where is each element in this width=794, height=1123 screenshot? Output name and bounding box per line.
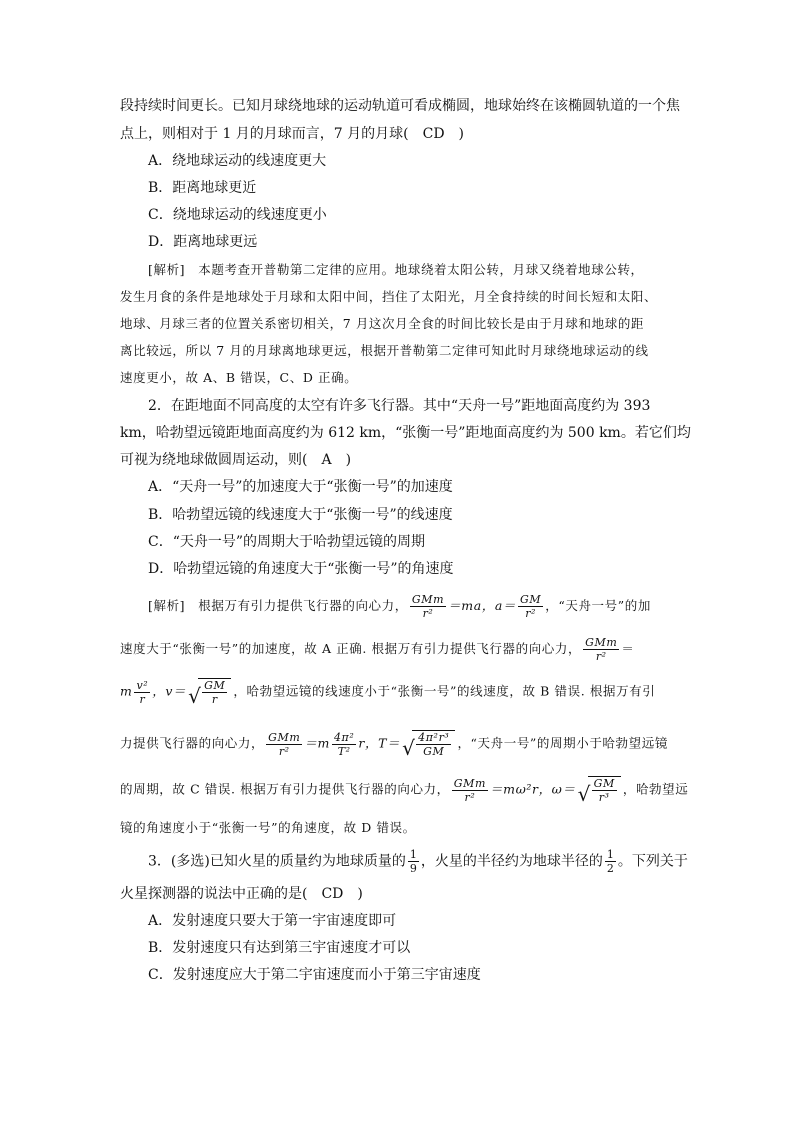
sqrt-gm-r3: √ $\frac{GM}{\text{r³}}$ (578, 776, 621, 804)
q2-analysis-line6: 镜的角速度小于“张衡一号”的角速度，故 D 错误。 (120, 820, 416, 835)
q1-analysis-line5: 速度更小，故 A、B 错误，C、D 正确。 (120, 370, 358, 385)
q2-analysis-line2: 速度大于“张衡一号”的加速度，故 A 正确. 根据万有引力提供飞行器的向心力， $\frac{\text{GMm}}{\text{r²}}$ ＝ (120, 636, 635, 663)
fraction-gmm-r2: $\frac{\text{GMm}}{\text{r²}}$ (268, 730, 301, 758)
fraction-gmm-r2: $\frac{\text{GMm}}{\text{r²}}$ (453, 776, 487, 804)
q1-option-d: D．距离地球更远 (148, 234, 258, 250)
fraction-gm-r2: $\frac{GM}{\text{r²}}$ (520, 593, 542, 620)
q3-stem-line1: 3．(多选)已知火星的质量约为地球质量的 $\frac{1}{9}$ ，火星的半径约为地球半径的 $\frac{1}{2}$ 。下列关于 (148, 848, 688, 875)
q1-option-c: C．绕地球运动的线速度更小 (148, 207, 327, 223)
fraction-4pi2-t2: $\frac{\text{4π²}}{\text{T²}}$ (333, 730, 355, 758)
q1-stem-line2: 点上，则相对于 1 月的月球而言，7 月的月球( CD ) (120, 126, 465, 142)
q2-analysis-line3: m $\frac{\text{v²}}{r}$ ，v＝ √ $\frac{GM}{r}$ ，哈勃望远镜的线速度小于“张衡一号”的线速度，故 B 错误. 根据万有引 (120, 678, 656, 708)
q2-option-c: C．“天舟一号”的周期大于哈勃望远镜的周期 (148, 534, 426, 550)
q2-option-d: D．哈勃望远镜的角速度大于“张衡一号”的角速度 (148, 561, 454, 577)
q2-analysis-line4: 力提供飞行器的向心力， $\frac{\text{GMm}}{\text{r²}}$ ＝m $\frac{\text{4π²}}{\text{T²}}$ r，T＝ √ $\frac{\text{4π²r³}}{GM}$ ，“天舟一号”的周期小于哈勃望远镜 (120, 730, 668, 760)
q1-option-a: A．绕地球运动的线速度更大 (148, 153, 327, 169)
fraction-v2-r: $\frac{\text{v²}}{r}$ (136, 678, 149, 706)
q3-option-c: C．发射速度应大于第二宇宙速度而小于第三宇宙速度 (148, 967, 481, 983)
q2-option-a: A．“天舟一号”的加速度大于“张衡一号”的加速度 (148, 479, 453, 495)
fraction-one-ninth: $\frac{1}{9}$ (409, 848, 417, 875)
fraction-gmm-r2: $\frac{\text{GMm}}{\text{r²}}$ (585, 636, 618, 663)
q1-analysis-line1: [解析] 本题考查开普勒第二定律的应用。地球绕着太阳公转，月球又绕着地球公转， (148, 262, 644, 277)
fraction-gmm-r2: $\frac{\text{GMm}}{\text{r²}}$ (411, 593, 445, 620)
fraction-one-half: $\frac{1}{2}$ (606, 848, 614, 875)
q2-option-b: B．哈勃望远镜的线速度大于“张衡一号”的线速度 (148, 507, 453, 523)
q2-analysis-line1: [解析] 根据万有引力提供飞行器的向心力， $\frac{\text{GMm}}{\text{r²}}$ ＝ma，a＝ $\frac{GM}{\text{r²}}$ ，“天舟一号”的加 (148, 593, 651, 620)
sqrt-4pi2r3-gm: √ $\frac{\text{4π²r³}}{GM}$ (402, 730, 455, 758)
q3-stem-line2: 火星探测器的说法中正确的是( CD ) (120, 886, 363, 902)
q2-stem-line3: 可视为绕地球做圆周运动，则( A ) (120, 452, 352, 468)
q1-stem-line1: 段持续时间更长。已知月球绕地球的运动轨道可看成椭圆，地球始终在该椭圆轨道的一个焦 (120, 98, 680, 114)
q3-option-b: B．发射速度只有达到第三宇宙速度才可以 (148, 940, 411, 956)
q3-option-a: A．发射速度只要大于第一宇宙速度即可 (148, 913, 397, 929)
q1-analysis-line3: 地球、月球三者的位置关系密切相关，7 月这次月全食的时间比较长是由于月球和地球的距 (120, 316, 645, 331)
sqrt-gm-r: √ $\frac{GM}{r}$ (188, 678, 231, 706)
q2-stem-line1: 2．在距地面不同高度的太空有许多飞行器。其中“天舟一号”距地面高度约为 393 (148, 398, 651, 414)
q1-analysis-line4: 离比较远，所以 7 月的月球离地球更远，根据开普勒第二定律可知此时月球绕地球运动的线 (120, 343, 649, 358)
q2-stem-line2: km，哈勃望远镜距地面高度约为 612 km，“张衡一号”距地面高度约为 500 km。若它们均 (120, 425, 691, 441)
q2-analysis-line5: 的周期，故 C 错误. 根据万有引力提供飞行器的向心力， $\frac{\text{GMm}}{\text{r²}}$ ＝mω²r，ω＝ √ $\frac{GM}{\text{r³}}$ ，哈勃望远 (120, 776, 689, 806)
q1-option-b: B．距离地球更近 (148, 180, 257, 196)
q1-analysis-line2: 发生月食的条件是地球处于月球和太阳中间，挡住了太阳光，月全食持续的时间长短和太阳、 (120, 289, 658, 304)
